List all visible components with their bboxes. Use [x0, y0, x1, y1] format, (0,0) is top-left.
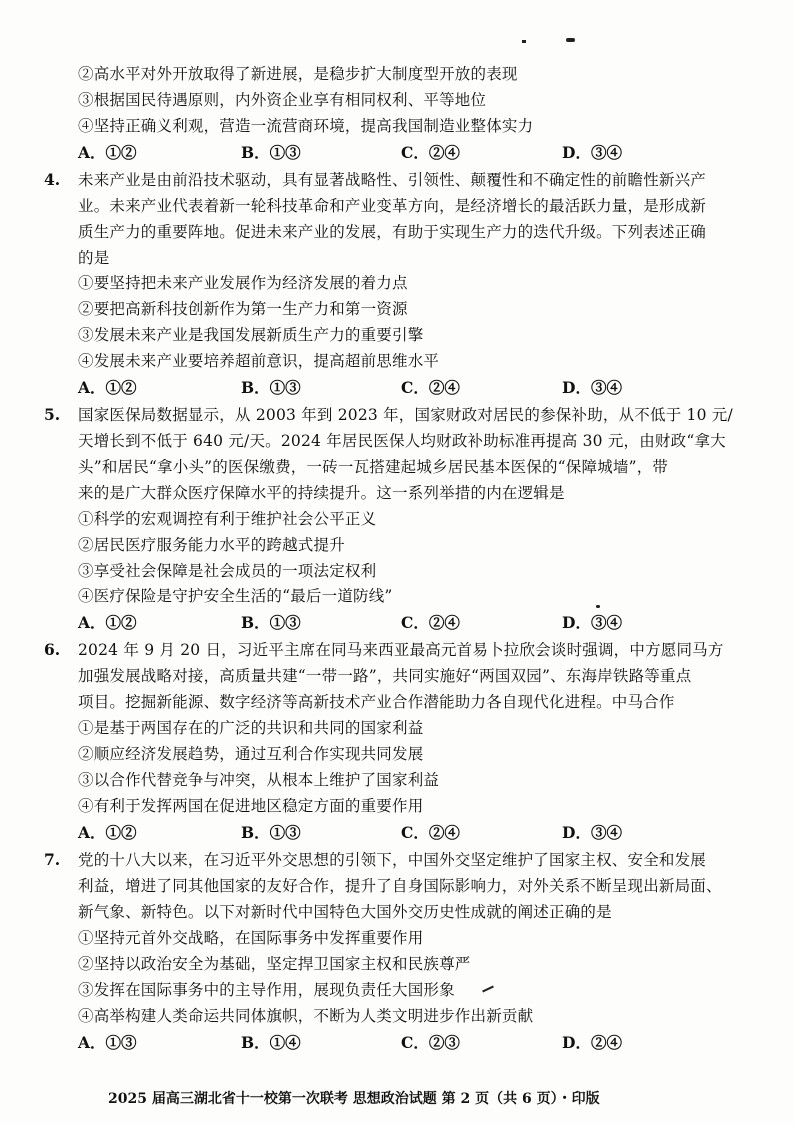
q5-option-b: B．①③ — [241, 613, 301, 632]
q3-option-b: B．①③ — [241, 143, 301, 162]
q6-option-c: C．②④ — [401, 823, 460, 842]
q3-option-a: A．①② — [78, 143, 137, 162]
q4-option-d: D．③④ — [562, 378, 622, 397]
q5-number: 5. — [44, 405, 61, 424]
q6-stem-line: 加强发展战略对接，高质量共建“一带一路”，共同实施好“两国双园”、东海岸铁路等重点 — [78, 667, 692, 685]
q6-item-1: ①是基于两国存在的广泛的共识和共同的国家利益 — [78, 719, 424, 737]
q4-item-3: ③发展未来产业是我国发展新质生产力的重要引擎 — [78, 326, 424, 344]
q7-item-4: ④高举构建人类命运共同体旗帜，不断为人类文明进步作出新贡献 — [78, 1007, 534, 1025]
q4-stem-line: 质生产力的重要阵地。促进未来产业的发展，有助于实现生产力的迭代升级。下列表述正确 — [78, 223, 707, 241]
q5-stem-line: 来的是广大群众医疗保障水平的持续提升。这一系列举措的内在逻辑是 — [78, 484, 565, 502]
q6-item-3: ③以合作代替竞争与冲突，从根本上维护了国家利益 — [78, 771, 440, 789]
q5-stem-line: 天增长到不低于 640 元/天。2024 年居民医保人均财政补助标准再提高 30 元，由财政“拿大 — [78, 432, 726, 450]
q5-stem-line: 头”和居民“拿小头”的医保缴费，一砖一瓦搭建起城乡居民基本医保的“保障城墙”，带 — [78, 458, 669, 476]
scan-speck — [482, 986, 494, 993]
q6-option-b: B．①③ — [241, 823, 301, 842]
q5-stem-line: 国家医保局数据显示，从 2003 年到 2023 年，国家财政对居民的参保补助，从不低于 10 元/ — [78, 406, 733, 424]
q7-item-3: ③发挥在国际事务中的主导作用，展现负责任大国形象 — [78, 981, 455, 999]
page-footer: 2025 届高三湖北省十一校第一次联考 思想政治试题 第 2 页（共 6 页）・印版 — [108, 1091, 600, 1107]
q7-stem-line: 新气象、新特色。以下对新时代中国特色大国外交历史性成就的阐述正确的是 — [78, 903, 612, 921]
q7-option-a: A．①③ — [78, 1033, 137, 1052]
scan-speck — [522, 40, 526, 43]
q5-option-a: A．①② — [78, 613, 137, 632]
q3-option-d: D．③④ — [562, 143, 622, 162]
q5-item-3: ③享受社会保障是社会成员的一项法定权利 — [78, 562, 377, 580]
q4-number: 4. — [44, 170, 61, 189]
q4-stem-line: 未来产业是由前沿技术驱动，具有显著战略性、引领性、颠覆性和不确定性的前瞻性新兴产 — [78, 171, 707, 189]
q7-option-b: B．①④ — [241, 1033, 301, 1052]
q4-option-a: A．①② — [78, 378, 137, 397]
q4-stem-line: 的是 — [78, 249, 110, 267]
scan-speck — [566, 38, 575, 42]
q4-item-4: ④发展未来产业要培养超前意识，提高超前思维水平 — [78, 352, 440, 370]
q6-option-d: D．③④ — [562, 823, 622, 842]
q7-stem-line: 利益，增进了同其他国家的友好合作，提升了自身国际影响力，对外关系不断呈现出新局面、 — [78, 877, 722, 895]
q6-stem-line: 2024 年 9 月 20 日，习近平主席在同马来西亚最高元首易卜拉欣会谈时强调，中方愿同马方 — [78, 641, 724, 659]
q5-option-d: D．③④ — [562, 613, 622, 632]
q6-item-2: ②顺应经济发展趋势，通过互利合作实现共同发展 — [78, 745, 424, 763]
q7-option-d: D．②④ — [562, 1033, 622, 1052]
q5-item-1: ①科学的宏观调控有利于维护社会公平正义 — [78, 510, 377, 528]
q5-option-c: C．②④ — [401, 613, 460, 632]
q6-stem-line: 项目。挖掘新能源、数字经济等高新技术产业合作潜能助力各自现代化进程。中马合作 — [78, 693, 675, 711]
q4-option-b: B．①③ — [241, 378, 301, 397]
q4-item-1: ①要坚持把未来产业发展作为经济发展的着力点 — [78, 274, 408, 292]
q6-item-4: ④有利于发挥两国在促进地区稳定方面的重要作用 — [78, 797, 424, 815]
q7-stem-line: 党的十八大以来，在习近平外交思想的引领下，中国外交坚定维护了国家主权、安全和发展 — [78, 851, 707, 869]
q4-stem-line: 业。未来产业代表着新一轮科技革命和产业变革方向，是经济增长的最活跃力量，是形成新 — [78, 197, 707, 215]
q7-item-1: ①坚持元首外交战略，在国际事务中发挥重要作用 — [78, 929, 424, 947]
q4-item-2: ②要把高新科技创新作为第一生产力和第一资源 — [78, 300, 408, 318]
q3-item-4: ④坚持正确义利观，营造一流营商环境，提高我国制造业整体实力 — [78, 117, 534, 135]
q3-item-3: ③根据国民待遇原则，内外资企业享有相同权利、平等地位 — [78, 91, 487, 109]
scan-speck — [596, 605, 600, 608]
q3-item-2: ②高水平对外开放取得了新进展，是稳步扩大制度型开放的表现 — [78, 65, 518, 83]
q7-option-c: C．②③ — [401, 1033, 460, 1052]
q5-item-4: ④医疗保险是守护安全生活的“最后一道防线” — [78, 587, 393, 605]
q6-number: 6. — [44, 640, 61, 659]
q7-number: 7. — [44, 850, 61, 869]
q5-item-2: ②居民医疗服务能力水平的跨越式提升 — [78, 536, 345, 554]
q7-item-2: ②坚持以政治安全为基础，坚定捍卫国家主权和民族尊严 — [78, 955, 471, 973]
q4-option-c: C．②④ — [401, 378, 460, 397]
q6-option-a: A．①② — [78, 823, 137, 842]
q3-option-c: C．②④ — [401, 143, 460, 162]
